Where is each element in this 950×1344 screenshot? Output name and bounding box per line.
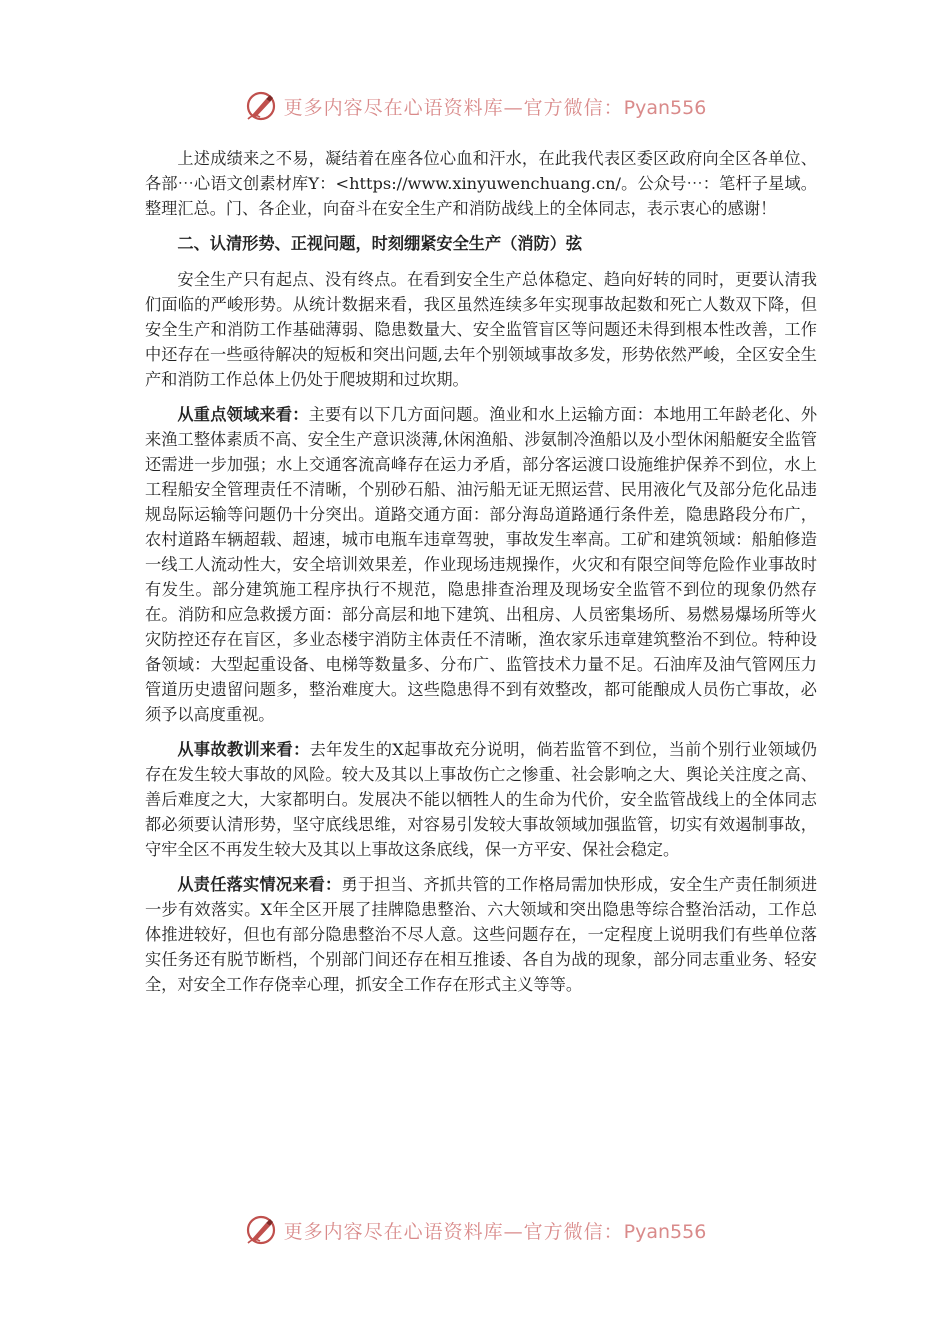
pen-logo-icon: [244, 89, 278, 123]
banner-text: 更多内容尽在心语资料库—官方微信：Pyan556: [283, 96, 707, 119]
paragraph-thanks: 上述成绩来之不易，凝结着在座各位心血和汗水，在此我代表区委区政府向全区各单位、各部⋯心语文创素材库Y：<https://www.xinyuwenchuang.cn/。公众号⋯：笔杆子星域。整理汇总。门、各企业，向奋斗在安全生产和消防战线上的全体同志，表示衷心的感谢！: [145, 149, 817, 218]
document-body: [145, 146, 817, 1007]
body-responsibility: 勇于担当、齐抓共管的工作格局需加快形成，安全生产责任制须进一步有效落实。X年全区开展了挂牌隐患整治、六大领域和突出隐患等综合整治活动，工作总体推进较好，但也有部分隐患整治不尽人意。这些问题存在，一定程度上说明我们有些单位落实任务还有脱节断档，个别部门间还存在相互推诿、各自为战的现象，部分同志重业务、轻安全，对安全工作存侥幸心理，抓安全工作存在形式主义等等。: [145, 875, 818, 994]
lead-responsibility: 从责任落实情况来看：: [177, 875, 342, 894]
footer-banner: [0, 1210, 950, 1250]
paragraph-key-areas: [145, 402, 817, 727]
lead-key-areas: 从重点领域来看：: [177, 405, 309, 424]
wechat-id: Pyan556: [623, 1220, 707, 1243]
wechat-id: Pyan556: [623, 96, 707, 119]
paragraph-responsibility: [145, 872, 817, 997]
lead-accident-lessons: 从事故教训来看：: [177, 740, 310, 759]
paragraph-situation: 安全生产只有起点、没有终点。在看到安全生产总体稳定、趋向好转的同时，更要认清我们面临的严峻形势。从统计数据来看，我区虽然连续多年实现事故起数和死亡人数双下降，但安全生产和消防工作基础薄弱、隐患数量大、安全监管盲区等问题还未得到根本性改善，工作中还存在一些亟待解决的短板和突出问题,去年个别领域事故多发，形势依然严峻，全区安全生产和消防工作总体上仍处于爬坡期和过坎期。: [145, 270, 817, 389]
body-accident-lessons: 去年发生的X起事故充分说明，倘若监管不到位，当前个别行业领域仍存在发生较大事故的风险。较大及其以上事故伤亡之惨重、社会影响之大、舆论关注度之高、善后难度之大，大家都明白。发展决不能以牺牲人的生命为代价，安全监管战线上的全体同志都必须要认清形势，坚守底线思维，对容易引发较大事故领域加强监管，切实有效遏制事故，守牢全区不再发生较大及其以上事故这条底线，保一方平安、保社会稳定。: [145, 740, 817, 859]
section-heading: 二、认清形势、正视问题，时刻绷紧安全生产（消防）弦: [177, 234, 583, 253]
pen-logo-icon: [244, 1213, 278, 1247]
body-key-areas: 主要有以下几方面问题。渔业和水上运输方面：本地用工年龄老化、外来渔工整体素质不高、安全生产意识淡薄,休闲渔船、涉氨制冷渔船以及小型休闲船艇安全监管还需进一步加强；水上交通客流高峰存在运力矛盾，部分客运渡口设施维护保养不到位，水上工程船安全管理责任不清晰，个别砂石船、油污船无证无照运营、民用液化气及部分危化品违规岛际运输等问题仍十分突出。道路交通方面：部分海岛道路通行条件差，隐患路段分布广，农村道路车辆超载、超速，城市电瓶车违章驾驶，事故发生率高。工矿和建筑领域：船舶修造一线工人流动性大，安全培训效果差，作业现场违规操作，火灾和有限空间等危险作业事故时有发生。部分建筑施工程序执行不规范，隐患排查治理及现场安全监管不到位的现象仍然存在。消防和应急救援方面：部分高层和地下建筑、出租房、人员密集场所、易燃易爆场所等火灾防控还存在盲区，多业态楼宇消防主体责任不清晰，渔农家乐违章建筑整治不到位。特种设备领域：大型起重设备、电梯等数量多、分布广、监管技术力量不足。石油库及油气管网压力管道历史遗留问题多，整治难度大。这些隐患得不到有效整改，都可能酿成人员伤亡事故，必须予以高度重视。: [145, 405, 818, 724]
header-banner: [0, 86, 950, 126]
banner-text: 更多内容尽在心语资料库—官方微信：Pyan556: [283, 1220, 707, 1243]
paragraph-accident-lessons: [145, 737, 817, 862]
